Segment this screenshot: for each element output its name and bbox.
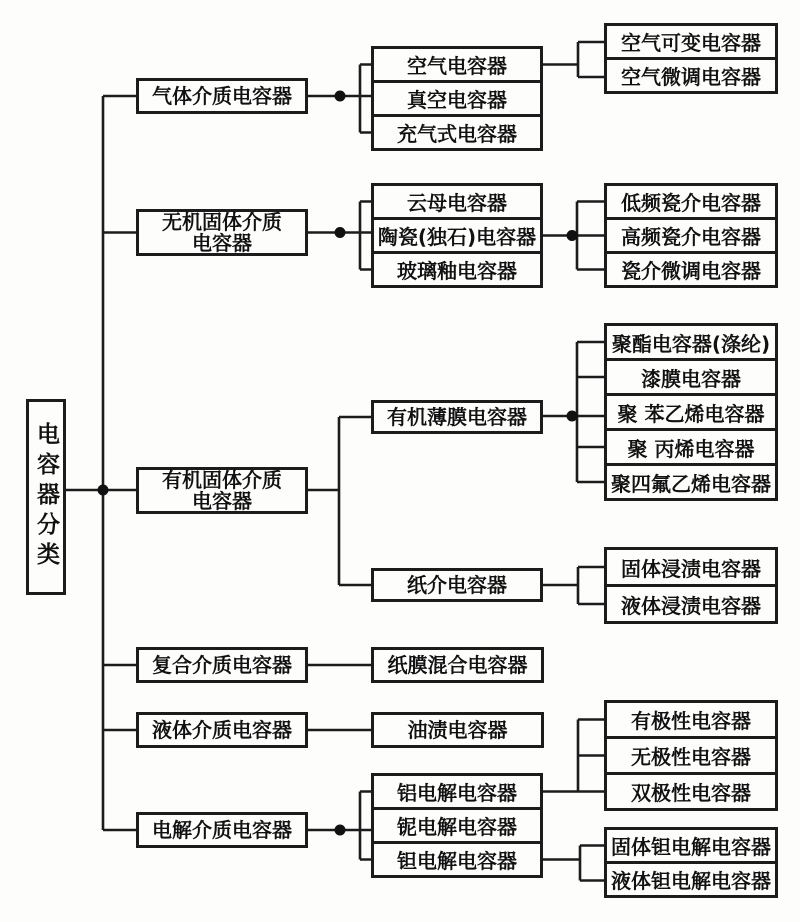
junction-dot [567, 411, 578, 422]
node-polystyrene-capacitor: 聚 苯乙烯电容器 [607, 393, 775, 428]
tree-connectors [66, 42, 604, 881]
node-gas-dielectric: 气体介质电容器 [136, 78, 308, 114]
node-label-line: 电容器 [192, 488, 252, 513]
stack-gas-capacitors [371, 46, 543, 151]
junction-dot [335, 825, 346, 836]
node-organic-film-capacitor: 有机薄膜电容器 [371, 400, 543, 434]
node-ceramic-monolithic-capacitor: 陶瓷(独石)电容器 [374, 217, 540, 251]
node-solid-tantalum-electrolytic-capacitor: 固体钽电解电容器 [611, 835, 771, 859]
junction-dot [567, 230, 578, 241]
node-low-frequency-ceramic-capacitor: 低频瓷介电容器 [621, 191, 761, 215]
node-ceramic-trimmer-capacitor: 瓷介微调电容器 [607, 251, 775, 285]
node-electrolytic-dielectric: 电解介质电容器 [136, 812, 308, 848]
node-solid-impregnated-capacitor: 固体浸渍电容器 [621, 556, 761, 581]
node-air-variable-capacitor: 空气可变电容器 [621, 31, 761, 55]
node-organic-solid-dielectric [136, 467, 308, 514]
node-tantalum-electrolytic-capacitor: 钽电解电容器 [374, 841, 540, 875]
stack-inorganic-capacitors [371, 183, 543, 288]
junction-dot [335, 227, 346, 238]
stack-film-capacitor-types [604, 323, 778, 501]
junction-dot [98, 485, 109, 496]
node-polarized-capacitor: 有极性电容器 [631, 709, 751, 733]
node-glass-glaze-capacitor: 玻璃釉电容器 [374, 251, 540, 285]
node-oil-immersed-capacitor: 油渍电容器 [371, 712, 544, 748]
stack-electrolytic-capacitors [371, 773, 543, 878]
node-vacuum-capacitor: 真空电容器 [374, 80, 540, 114]
node-lacquer-film-capacitor: 漆膜电容器 [607, 358, 775, 393]
node-high-frequency-ceramic-capacitor: 高频瓷介电容器 [607, 217, 775, 251]
node-paper-film-hybrid-capacitor: 纸膜混合电容器 [371, 647, 544, 683]
node-paper-dielectric-capacitor: 纸介电容器 [371, 568, 543, 602]
node-ptfe-capacitor: 聚四氟乙烯电容器 [607, 463, 775, 498]
node-polypropylene-capacitor: 聚 丙烯电容器 [607, 428, 775, 463]
stack-tantalum-types [604, 827, 778, 898]
node-liquid-tantalum-electrolytic-capacitor: 液体钽电解电容器 [607, 861, 775, 895]
node-polyester-capacitor: 聚酯电容器(涤纶) [611, 331, 771, 356]
node-composite-dielectric: 复合介质电容器 [136, 647, 308, 683]
node-mica-capacitor: 云母电容器 [407, 191, 507, 215]
node-inorganic-solid-dielectric [136, 209, 308, 256]
node-air-capacitor: 空气电容器 [407, 54, 507, 78]
node-non-polarized-capacitor: 无极性电容器 [607, 736, 775, 772]
node-label-line: 电容器 [192, 230, 252, 255]
node-bipolar-capacitor: 双极性电容器 [607, 772, 775, 808]
junction-dot [335, 91, 346, 102]
node-label-line: 有机固体介质 [162, 467, 282, 492]
stack-aluminum-polarity-types [604, 700, 778, 811]
node-niobium-electrolytic-capacitor: 铌电解电容器 [374, 807, 540, 841]
stack-air-capacitor-types [604, 23, 778, 94]
node-liquid-dielectric: 液体介质电容器 [136, 712, 308, 748]
node-label-line: 无机固体介质 [162, 209, 282, 234]
stack-impregnated-paper-types [604, 547, 778, 624]
node-liquid-impregnated-capacitor: 液体浸渍电容器 [607, 584, 775, 621]
stack-ceramic-capacitor-types [604, 183, 778, 288]
node-gas-filled-capacitor: 充气式电容器 [374, 114, 540, 148]
node-air-trimmer-capacitor: 空气微调电容器 [607, 57, 775, 91]
node-capacitor-classification: 电容器分类 [26, 399, 66, 595]
node-aluminum-electrolytic-capacitor: 铝电解电容器 [397, 781, 517, 805]
